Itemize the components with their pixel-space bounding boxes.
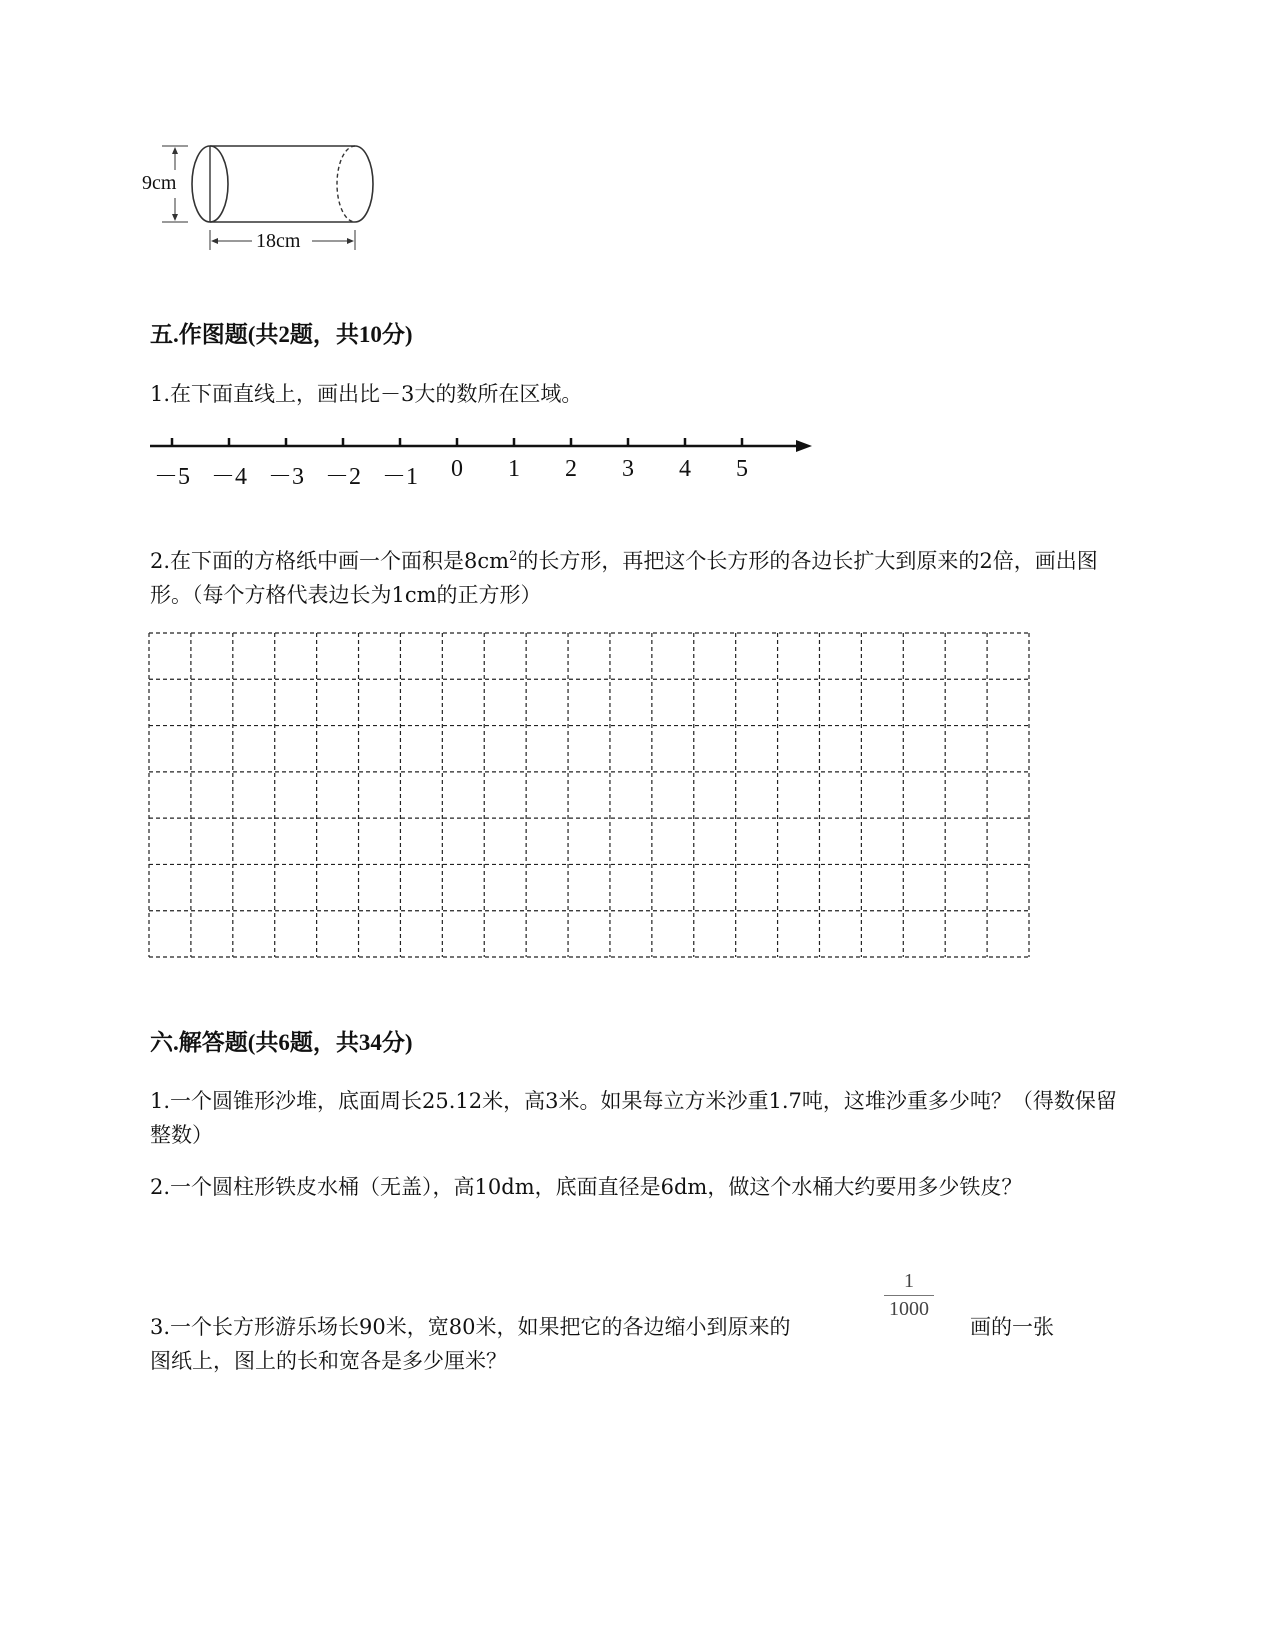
section6-q1: 1.一个圆锥形沙堆，底面周长25.12米，高3米。如果每立方米沙重1.7吨，这堆沙重多少吨？（得数保留整数）: [150, 1089, 1117, 1147]
number-line-label: 0: [451, 456, 463, 482]
number-line-label: －3: [268, 464, 304, 490]
number-line-label: －4: [211, 464, 247, 490]
section6-q3-line2: 图纸上，图上的长和宽各是多少厘米？: [150, 1349, 507, 1373]
fraction-1-1000: [884, 1270, 934, 1321]
length-label: 18cm: [256, 230, 301, 252]
height-label: 9cm: [142, 172, 177, 194]
number-line-label: －2: [325, 464, 361, 490]
cylinder-figure: [140, 140, 400, 270]
section6-title: 六.解答题(共6题，共34分): [150, 1030, 413, 1055]
section5-title: 五.作图题(共2题，共10分): [150, 322, 413, 347]
number-line-label: －1: [382, 464, 418, 490]
number-line-label: 3: [622, 456, 634, 482]
section5-q2-part1: 2.在下面的方格纸中画一个面积是8cm: [150, 549, 510, 573]
number-line-label: 2: [565, 456, 577, 482]
number-line: [148, 430, 828, 490]
section5-q1: 1.在下面直线上，画出比－3大的数所在区域。: [150, 382, 583, 406]
section6-q3-part1: 3.一个长方形游乐场长90米，宽80米，如果把它的各边缩小到原来的: [150, 1315, 791, 1339]
fraction-bar: [884, 1295, 934, 1296]
fraction-numerator: 1: [904, 1270, 914, 1292]
number-line-label: 5: [736, 456, 748, 482]
grid-paper: [148, 632, 1030, 958]
grid-paper-svg: [148, 632, 1030, 958]
superscript-2: 2: [509, 549, 518, 564]
section6-q3-part2: 画的一张: [970, 1315, 1054, 1339]
number-line-label: 4: [679, 456, 691, 482]
section6-q2: 2.一个圆柱形铁皮水桶（无盖），高10dm，底面直径是6dm，做这个水桶大约要用多少铁皮？: [150, 1175, 1023, 1199]
section5-q2-part2: 的长方形，再把这个长方形的各边长扩大到原来的2倍，画出图形。（每个方格代表边长为1cm的正方形）: [150, 549, 1098, 607]
number-line-label: －5: [154, 464, 190, 490]
fraction-denominator: 1000: [889, 1298, 929, 1320]
section5-q2: [150, 540, 1125, 612]
number-line-label: 1: [508, 456, 520, 482]
